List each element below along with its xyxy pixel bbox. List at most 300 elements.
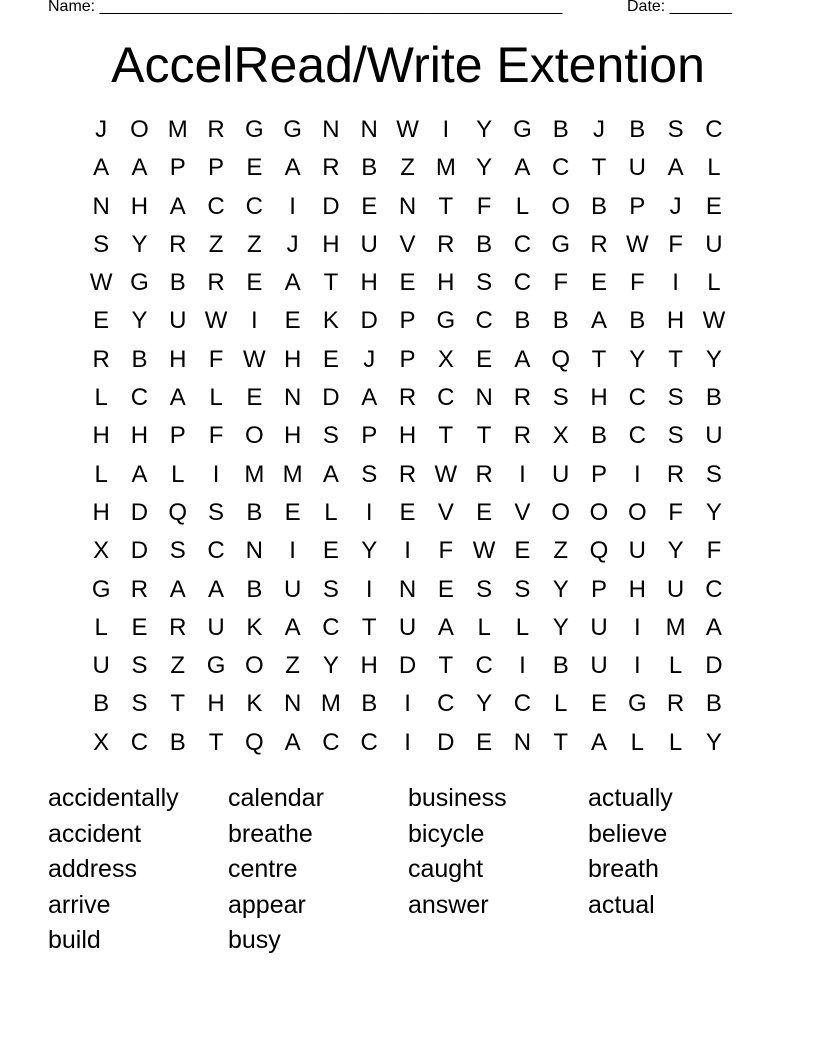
grid-letter: X: [437, 345, 454, 373]
grid-letter: L: [515, 192, 530, 220]
grid-letter: C: [513, 230, 532, 258]
grid-letter: D: [437, 728, 455, 756]
grid-letter: C: [207, 537, 225, 565]
grid-letter: R: [130, 575, 149, 603]
grid-letter: Y: [629, 345, 646, 373]
grid-letter: F: [553, 269, 569, 297]
grid-letter: R: [92, 345, 110, 373]
grid-letter: I: [519, 460, 526, 488]
grid-letter: E: [399, 498, 416, 526]
grid-letter: H: [360, 269, 378, 297]
grid-letter: B: [629, 307, 646, 335]
grid-letter: R: [207, 269, 225, 297]
grid-letter: Z: [285, 652, 300, 680]
grid-letter: P: [361, 422, 378, 450]
grid-letter: W: [702, 307, 726, 335]
grid-letter: L: [707, 154, 721, 182]
header-line: [48, 0, 748, 18]
grid-letter: W: [434, 460, 458, 488]
grid-letter: T: [208, 728, 224, 756]
date-field-label: Date: _______: [627, 0, 732, 15]
grid-letter: E: [591, 690, 608, 718]
grid-letter: V: [437, 498, 454, 526]
grid-letter: I: [442, 116, 450, 143]
grid-letter: C: [513, 269, 532, 297]
grid-letter: C: [245, 192, 263, 220]
grid-letter: C: [628, 384, 646, 412]
grid-letter: P: [208, 154, 225, 182]
grid-letter: U: [207, 613, 225, 641]
grid-letter: O: [551, 192, 571, 220]
grid-letter: B: [246, 498, 263, 526]
grid-letter: A: [591, 728, 608, 756]
grid-letter: Y: [476, 690, 493, 718]
grid-letter: B: [476, 230, 493, 258]
grid-letter: U: [705, 230, 723, 258]
grid-letter: W: [243, 345, 266, 373]
grid-letter: T: [361, 613, 377, 641]
grid-letter: R: [666, 460, 685, 488]
grid-letter: Y: [131, 307, 148, 335]
grid-letter: Z: [208, 230, 224, 258]
grid-row: [82, 456, 734, 494]
grid-letter: I: [365, 498, 373, 526]
grid-letter: B: [169, 728, 186, 756]
grid-letter: N: [322, 116, 340, 143]
grid-letter: L: [324, 498, 338, 526]
grid-row: [82, 417, 734, 455]
grid-letter: D: [130, 537, 149, 565]
grid-letter: Y: [361, 537, 378, 565]
grid-letter: H: [666, 307, 685, 335]
grid-letter: Z: [553, 537, 569, 565]
grid-letter: A: [667, 154, 684, 182]
grid-letter: O: [245, 422, 264, 450]
word-list-item: bicycle: [408, 819, 485, 848]
grid-letter: E: [131, 613, 148, 641]
grid-letter: G: [206, 652, 226, 680]
grid-letter: E: [437, 575, 454, 603]
grid-letter: H: [590, 384, 608, 412]
grid-letter: G: [436, 307, 456, 335]
grid-letter: U: [92, 652, 110, 680]
word-list-item: breath: [588, 855, 659, 883]
grid-letter: Y: [131, 230, 148, 258]
grid-letter: R: [437, 230, 455, 258]
grid-letter: J: [669, 192, 682, 220]
grid-letter: S: [131, 652, 148, 680]
grid-row: [82, 226, 734, 264]
grid-letter: D: [705, 652, 723, 680]
grid-letter: P: [629, 192, 646, 220]
grid-letter: E: [591, 269, 608, 297]
grid-letter: G: [551, 230, 571, 258]
grid-letter: N: [513, 728, 532, 756]
grid-letter: S: [667, 422, 684, 450]
grid-letter: A: [514, 154, 531, 182]
grid-letter: F: [706, 537, 722, 565]
grid-letter: U: [283, 575, 302, 603]
grid-row: [82, 724, 734, 762]
grid-row: [82, 609, 734, 647]
grid-letter: B: [552, 116, 569, 143]
grid-letter: B: [591, 192, 608, 220]
grid-letter: F: [476, 192, 492, 220]
grid-letter: W: [89, 269, 113, 297]
grid-letter: G: [283, 116, 302, 143]
grid-letter: A: [514, 345, 531, 373]
grid-letter: T: [438, 192, 454, 220]
grid-letter: C: [475, 652, 493, 680]
grid-letter: X: [93, 728, 110, 756]
grid-letter: O: [627, 498, 647, 526]
grid-letter: E: [246, 384, 263, 412]
grid-letter: L: [94, 384, 108, 412]
grid-letter: N: [283, 384, 302, 412]
grid-letter: W: [204, 307, 228, 335]
grid-letter: S: [322, 422, 339, 450]
word-list-item: breathe: [228, 819, 313, 848]
grid-letter: F: [668, 230, 683, 258]
grid-letter: Q: [168, 498, 188, 526]
grid-letter: S: [322, 575, 339, 603]
grid-letter: R: [475, 460, 493, 488]
grid-letter: M: [435, 154, 456, 182]
grid-letter: K: [246, 613, 263, 641]
grid-letter: A: [591, 307, 608, 335]
grid-letter: I: [672, 269, 679, 297]
grid-letter: E: [93, 307, 110, 335]
grid-row: [82, 379, 734, 417]
grid-letter: R: [590, 230, 608, 258]
grid-letter: R: [398, 460, 417, 488]
grid-letter: E: [399, 269, 416, 297]
grid-letter: D: [322, 192, 340, 220]
grid-letter: B: [169, 269, 186, 297]
word-list-item: centre: [228, 855, 298, 883]
grid-letter: C: [130, 384, 149, 412]
grid-letter: E: [361, 192, 378, 220]
grid-letter: L: [94, 460, 108, 488]
grid-letter: Z: [400, 154, 415, 182]
grid-letter: M: [282, 460, 303, 488]
grid-letter: M: [665, 613, 686, 641]
word-list-item: accidentally: [48, 784, 179, 812]
grid-letter: O: [589, 498, 609, 526]
grid-letter: H: [130, 422, 149, 450]
grid-letter: H: [628, 575, 646, 603]
grid-letter: E: [705, 192, 722, 220]
grid-letter: H: [283, 422, 302, 450]
grid-letter: A: [284, 728, 301, 756]
grid-letter: L: [668, 652, 683, 680]
grid-letter: A: [208, 575, 225, 603]
word-list-item: accident: [48, 819, 142, 848]
grid-letter: I: [633, 613, 641, 641]
grid-letter: U: [628, 537, 646, 565]
grid-letter: G: [91, 575, 111, 603]
grid-letter: E: [322, 537, 339, 565]
grid-letter: P: [399, 307, 416, 335]
grid-letter: L: [171, 460, 185, 488]
word-list-item: answer: [408, 890, 489, 919]
grid-letter: I: [633, 460, 641, 488]
grid-letter: P: [169, 154, 186, 182]
grid-letter: Q: [245, 728, 264, 756]
grid-letter: R: [398, 384, 417, 412]
grid-letter: H: [322, 230, 340, 258]
grid-letter: R: [513, 384, 532, 412]
word-list-item: calendar: [228, 784, 324, 812]
grid-letter: B: [705, 690, 722, 718]
grid-letter: L: [707, 269, 721, 297]
grid-letter: A: [93, 154, 110, 182]
grid-letter: S: [705, 460, 722, 488]
grid-letter: H: [92, 498, 110, 526]
grid-letter: B: [514, 307, 531, 335]
word-list: [48, 781, 768, 959]
grid-row: [82, 571, 734, 609]
grid-letter: H: [130, 192, 149, 220]
grid-letter: H: [398, 422, 417, 450]
grid-letter: Y: [552, 575, 569, 603]
grid-letter: Y: [705, 728, 722, 756]
grid-letter: D: [360, 307, 378, 335]
grid-letter: I: [212, 460, 220, 488]
grid-letter: R: [513, 422, 532, 450]
grid-letter: B: [591, 422, 608, 450]
grid-letter: L: [477, 613, 491, 641]
grid-letter: Z: [247, 230, 262, 258]
word-list-item: arrive: [48, 890, 111, 919]
word-list-item: address: [48, 855, 137, 883]
grid-letter: E: [476, 345, 493, 373]
grid-letter: G: [130, 269, 149, 297]
grid-letter: U: [590, 652, 608, 680]
grid-letter: L: [209, 384, 223, 412]
grid-letter: S: [361, 460, 378, 488]
grid-letter: C: [360, 728, 378, 756]
grid-letter: G: [627, 690, 647, 718]
grid-letter: H: [283, 345, 302, 373]
grid-letter: B: [629, 116, 646, 143]
grid-letter: B: [361, 154, 378, 182]
grid-letter: T: [438, 652, 454, 680]
grid-letter: S: [208, 498, 225, 526]
grid-letter: F: [208, 345, 224, 373]
grid-letter: S: [476, 269, 493, 297]
grid-letter: B: [552, 652, 569, 680]
grid-letter: N: [283, 690, 302, 718]
grid-letter: E: [284, 498, 301, 526]
grid-row: [82, 494, 734, 532]
grid-letter: S: [476, 575, 493, 603]
grid-row: [82, 264, 734, 302]
grid-letter: C: [628, 422, 646, 450]
grid-letter: B: [93, 690, 110, 718]
grid-letter: D: [322, 384, 340, 412]
grid-letter: N: [92, 192, 110, 220]
grid-letter: I: [289, 537, 296, 565]
word-list-item: caught: [408, 855, 484, 883]
grid-letter: R: [322, 154, 340, 182]
grid-letter: R: [666, 690, 685, 718]
grid-letter: M: [244, 460, 265, 488]
grid-letter: I: [519, 652, 526, 680]
grid-letter: S: [131, 690, 148, 718]
grid-letter: L: [630, 728, 644, 756]
word-list-item: appear: [228, 890, 306, 919]
grid-letter: A: [705, 613, 722, 641]
grid-letter: J: [593, 116, 605, 143]
grid-letter: P: [169, 422, 186, 450]
grid-letter: A: [131, 154, 148, 182]
grid-letter: B: [361, 690, 378, 718]
grid-letter: T: [591, 345, 607, 373]
grid-letter: S: [93, 230, 110, 258]
grid-letter: I: [404, 690, 411, 718]
grid-letter: W: [472, 537, 496, 565]
grid-letter: T: [323, 269, 339, 297]
grid-letter: U: [169, 307, 187, 335]
grid-letter: Y: [705, 345, 722, 373]
grid-letter: I: [251, 307, 258, 335]
grid-letter: L: [554, 690, 568, 718]
grid-letter: N: [360, 116, 378, 143]
grid-letter: O: [245, 652, 264, 680]
grid-letter: U: [705, 422, 723, 450]
grid-letter: X: [93, 537, 110, 565]
grid-letter: Y: [705, 498, 722, 526]
grid-row: [82, 685, 734, 723]
grid-letter: N: [245, 537, 263, 565]
grid-letter: A: [284, 154, 301, 182]
grid-letter: E: [476, 498, 493, 526]
grid-letter: L: [515, 613, 530, 641]
grid-letter: N: [475, 384, 493, 412]
grid-letter: J: [363, 345, 376, 373]
grid-letter: N: [398, 575, 417, 603]
grid-letter: W: [625, 230, 649, 258]
grid-letter: A: [169, 384, 186, 412]
word-list-item: busy: [228, 926, 281, 954]
grid-letter: Y: [322, 652, 339, 680]
grid-letter: E: [284, 307, 301, 335]
grid-letter: L: [668, 728, 683, 756]
grid-letter: U: [360, 230, 378, 258]
grid-letter: M: [167, 116, 188, 143]
name-field-label: Name: ____________________________________________________: [48, 0, 563, 15]
grid-letter: C: [552, 154, 570, 182]
grid-letter: F: [668, 498, 683, 526]
grid-letter: E: [322, 345, 339, 373]
grid-row: [82, 341, 734, 379]
word-list-item: business: [408, 784, 507, 812]
word-list-item: actual: [588, 890, 655, 919]
grid-letter: P: [591, 575, 608, 603]
grid-letter: G: [513, 116, 532, 143]
grid-letter: X: [552, 422, 569, 450]
grid-row: [82, 188, 734, 226]
grid-letter: I: [404, 537, 411, 565]
grid-row: [82, 111, 734, 149]
grid-letter: C: [513, 690, 532, 718]
grid-letter: R: [169, 613, 187, 641]
grid-letter: A: [322, 460, 339, 488]
page-title: AccelRead/Write Extention: [111, 37, 705, 93]
grid-row: [82, 302, 734, 340]
grid-letter: F: [208, 422, 224, 450]
grid-letter: C: [207, 192, 225, 220]
grid-letter: C: [475, 307, 493, 335]
grid-letter: B: [131, 345, 148, 373]
word-list-item: actually: [588, 784, 673, 812]
grid-letter: N: [398, 192, 417, 220]
grid-letter: F: [438, 537, 454, 565]
grid-letter: C: [437, 690, 455, 718]
grid-letter: I: [404, 728, 411, 756]
grid-letter: M: [320, 690, 341, 718]
grid-letter: B: [246, 575, 263, 603]
grid-letter: S: [552, 384, 569, 412]
grid-letter: S: [514, 575, 531, 603]
grid-letter: E: [246, 154, 263, 182]
grid-letter: S: [667, 116, 684, 143]
grid-letter: T: [553, 728, 569, 756]
grid-letter: O: [551, 498, 571, 526]
grid-row: [82, 647, 734, 685]
grid-letter: H: [92, 422, 110, 450]
grid-letter: R: [169, 230, 187, 258]
grid-letter: J: [286, 230, 299, 258]
grid-letter: Q: [589, 537, 609, 565]
grid-letter: Y: [476, 154, 493, 182]
grid-row: [82, 532, 734, 570]
grid-letter: H: [437, 269, 455, 297]
grid-letter: C: [705, 575, 723, 603]
grid-letter: J: [95, 116, 108, 143]
grid-letter: A: [437, 613, 454, 641]
grid-letter: D: [398, 652, 417, 680]
grid-letter: U: [666, 575, 685, 603]
word-list-item: believe: [588, 819, 668, 848]
word-list-item: build: [48, 926, 101, 954]
grid-letter: A: [169, 192, 186, 220]
grid-letter: Z: [170, 652, 186, 680]
grid-letter: Y: [552, 613, 569, 641]
grid-letter: H: [169, 345, 187, 373]
grid-letter: Y: [667, 537, 684, 565]
grid-letter: O: [130, 116, 149, 143]
grid-letter: K: [246, 690, 263, 718]
grid-letter: T: [668, 345, 683, 373]
grid-letter: S: [169, 537, 186, 565]
grid-letter: V: [399, 230, 416, 258]
grid-letter: G: [245, 116, 264, 143]
grid-letter: A: [284, 613, 301, 641]
grid-letter: W: [396, 116, 419, 143]
grid-letter: D: [130, 498, 149, 526]
grid-letter: P: [591, 460, 608, 488]
grid-letter: U: [398, 613, 417, 641]
grid-letter: C: [322, 728, 340, 756]
grid-letter: L: [94, 613, 108, 641]
grid-letter: K: [322, 307, 339, 335]
grid-letter: B: [705, 384, 722, 412]
grid-letter: A: [169, 575, 186, 603]
grid-letter: I: [289, 192, 296, 220]
grid-letter: T: [591, 154, 607, 182]
